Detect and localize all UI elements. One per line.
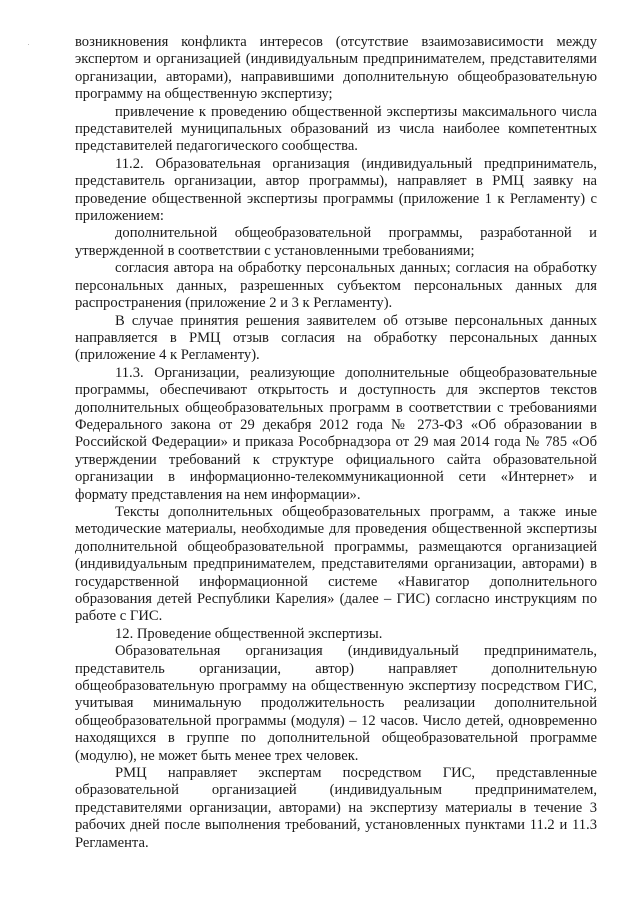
section-heading-12: 12. Проведение общественной экспертизы. bbox=[115, 625, 383, 642]
paragraph-11-2: 11.2. Образовательная организация (индивидуальный предприниматель, представитель организации, автор программы), направляет в РМЦ заявку на проведение общественной экспертизы программы (приложение 1 к Регламенту) с приложением: bbox=[75, 155, 597, 225]
paragraph-program-attachment: дополнительной общеобразовательной программы, разработанной и утвержденной в соответствии с установленными требованиями; bbox=[75, 225, 597, 259]
paragraph-expert-involvement: привлечение к проведению общественной экспертизы максимального числа представителей муниципальных образований из числа наиболее компетентных представителей педагогического сообщества. bbox=[75, 103, 597, 155]
paragraph-consent-withdrawal: В случае принятия решения заявителем об отзыве персональных данных направляется в РМЦ отзыв согласия на обработку персональных данных (приложение 4 к Регламенту). bbox=[75, 312, 597, 364]
paragraph-12-submission: Образовательная организация (индивидуальный предприниматель, представитель организации, автор) направляет дополнительную общеобразовательную программу на общественную экспертизу посредством ГИС, учитывая минимальную продолжительность реализации дополнительной общеобразовательной программы (модуля) – 12 часов. Число детей, одновременно находящихся в группе по дополнительной общеобразовательной программе (модулю), не может быть менее трех человек. bbox=[75, 643, 597, 764]
paragraph-program-texts: Тексты дополнительных общеобразовательных программ, а также иные методические материалы, необходимые для проведения общественной экспертизы дополнительной общеобразовательной программы, размещаются организацией (индивидуальным предпринимателем, представителями организации, авторами) в государственной информационной системе «Навигатор дополнительного образования детей Республики Карелия» (далее – ГИС) согласно инструкциям по работе с ГИС. bbox=[75, 503, 597, 625]
paragraph-conflict-of-interest: возникновения конфликта интересов (отсутствие взаимозависимости между экспертом и организацией (индивидуальным предпринимателем, представителями организации, авторами), направившими дополнительную общеобразовательную программу на общественную экспертизу; bbox=[75, 34, 597, 103]
document-body bbox=[75, 34, 597, 852]
paragraph-11-3: 11.3. Организации, реализующие дополнительные общеобразовательные программы, обеспечивают открытость и доступность для экспертов текстов дополнительных общеобразовательных программ в соответствии с требованиями Федерального закона от 29 декабря 2012 года № 273-ФЗ «Об образовании в Российской Федерации» и приказа Рособрнадзора от 29 мая 2014 года № 785 «Об утверждении требований к структуре официального сайта образовательной организации в информационно-телекоммуникационной сети «Интернет» и формату представления на нем информации». bbox=[75, 364, 597, 503]
paragraph-rmc-forwarding: РМЦ направляет экспертам посредством ГИС, представленные образовательной организацией (индивидуальным предпринимателем, представителями организации, авторами) на экспертизу материалы в течение 3 рабочих дней после выполнения требований, установленных пунктами 11.2 и 11.3 Регламента. bbox=[75, 765, 597, 851]
paragraph-consent-attachment: согласия автора на обработку персональных данных; согласия на обработку персональных данных, разрешенных субъектом персональных данных для распространения (приложение 2 и 3 к Регламенту). bbox=[75, 260, 597, 312]
scan-speck bbox=[28, 44, 29, 45]
